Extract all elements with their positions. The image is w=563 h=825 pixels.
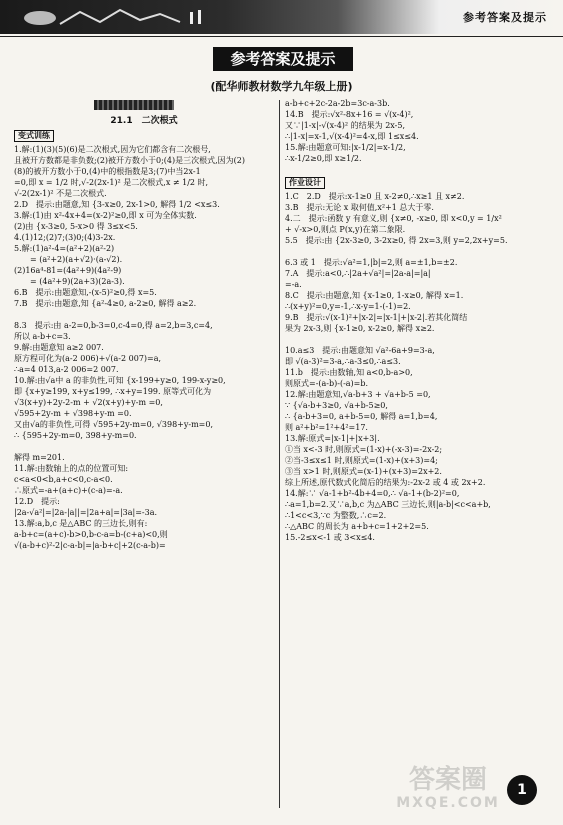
left_lines-line: √(a-b+c)²-2|c-a-b|=|a-b+c|+2(c-a-b)= <box>14 541 166 550</box>
right-answer-lines-top <box>285 98 551 175</box>
right-column <box>285 98 551 543</box>
right_lines-line: 13.解:原式=|x-1|+|x+3|. <box>285 434 380 443</box>
right_lines-line: ∵ {√a-b+3≥0, √a+b-5≥0, <box>285 401 388 410</box>
right_lines-line <box>285 246 551 257</box>
right_lines-line: 即 √(a-3)²=3-a,∴a-3≤0,∴a≤3. <box>285 357 401 366</box>
left_lines-line: (2)由 {x-3≥0, 5-x>0 得 3≤x<5. <box>14 222 138 231</box>
column-divider <box>279 100 280 808</box>
section-decor-bar <box>94 100 174 110</box>
right_lines-line: ∴ {a-b+3=0, a+b-5=0, 解得 a=1,b=4, <box>285 412 438 421</box>
right_lines-line <box>285 334 551 345</box>
left_lines-line: 原方程可化为(a-2 006)+√(a-2 007)=a, <box>14 354 162 363</box>
left-answer-lines <box>14 144 274 551</box>
running-title: 参考答案及提示 <box>463 11 547 24</box>
right_lines-line: ∴x-1/2≥0,即 x≥1/2. <box>285 154 362 163</box>
left_lines-line: 5.解:(1)a²-4=(a²+2)(a²-2) <box>14 244 115 253</box>
left_lines-line: 即 {x+y≥199, x+y≤199, ∴x+y=199. 原等式可化为 <box>14 387 212 396</box>
right_lines-line: 10.a≤3 提示:由题意知 √a²-6a+9=3-a, <box>285 346 435 355</box>
left_lines-line: ∴原式=-a+(a+c)+(c-a)=-a. <box>14 486 123 495</box>
right_lines-line: 9.B 提示:√(x-1)²+|x-2|=|x-1|+|x-2|.若其化简结 <box>285 313 468 322</box>
right_lines-line: 11.b 提示:由数轴,知 a<0,b-a>0, <box>285 368 413 377</box>
watermark-en: MXQE.COM <box>396 795 500 811</box>
right_lines-line: a-b+c+2c-2a-2b=3c-a-3b. <box>285 99 390 108</box>
right_lines-line: ∴△ABC 的周长为 a+b+c=1+2+2=5. <box>285 522 429 531</box>
right_lines-line: 果为 2x-3,则 {x-1≥0, x-2≥0, 解得 x≥2. <box>285 324 435 333</box>
left_lines-line: ∴a=4 013,a-2 006=2 007. <box>14 365 119 374</box>
right_lines-line: 7.A 提示:a<0,∴|2a+√a²|=|2a-a|=|a| <box>285 269 431 278</box>
left_lines-line: 8.3 提示:由 a-2=0,b-3=0,c-4=0,得 a=2,b=3,c=4, <box>14 321 213 330</box>
left_lines-line: = (a²+2)(a+√2)·(a-√2). <box>14 255 123 264</box>
left_lines-line: 所以 a-b+c=3. <box>14 332 71 341</box>
left_lines-line: 解得 m=201. <box>14 453 65 462</box>
drill-tag: 变式训练 <box>14 130 54 142</box>
right_lines-line: 15.-2≤x<-1 或 3<x≤4. <box>285 533 375 542</box>
header-rule <box>0 36 563 37</box>
left_lines-line: ∴ {595+2y-m=0, 398+y-m=0. <box>14 431 137 440</box>
right_lines-line: 12.解:由题意知,√a-b+3 + √a+b-5 =0, <box>285 390 431 399</box>
left_lines-line: 12.D 提示: <box>14 497 60 506</box>
left_lines-line: 6.B 提示:由题意知,-(x-5)²≥0,得 x=5. <box>14 288 157 297</box>
page-number: 1 <box>507 775 537 805</box>
left_lines-line: 13.解:a,b,c 是△ABC 的三边长,则有: <box>14 519 148 528</box>
left_lines-line: (8)的被开方数小于0,(4)中的根指数是3;(7)中当2x-1 <box>14 167 201 176</box>
left_lines-line: (2)16a⁴-81=(4a²+9)(4a²-9) <box>14 266 122 275</box>
left_lines-line <box>14 309 274 320</box>
right_lines-line: 则原式=-(a-b)-(-a)=b. <box>285 379 369 388</box>
right_lines-line: 14.B 提示:√x²-8x+16 = √(x-4)², <box>285 110 414 119</box>
left_lines-line: a-b+c=(a+c)-b>0,b-c-a=b-(c+a)<0,则 <box>14 530 168 539</box>
right_lines-line: ∴1<c<3,∵c 为整数,∴c=2. <box>285 511 387 520</box>
homework-tag: 作业设计 <box>285 177 325 189</box>
right_lines-line: ∴|1-x|=x-1,√(x-4)²=4-x,即 1≤x≤4. <box>285 132 419 141</box>
right_lines-line: 15.解:由题意可知:|x-1/2|=x-1/2, <box>285 143 406 152</box>
left_lines-line: 10.解:由√a中 a 的非负性,可知 {x-199+y≥0, 199-x-y≥0, <box>14 376 226 385</box>
left_lines-line: 2.D 提示:由题意,知 {3-x≥0, 2x-1>0, 解得 1/2 <x≤3. <box>14 200 220 209</box>
right_lines-line: ①当 x<-3 时,则原式=(1-x)+(-x-3)=-2x-2; <box>285 445 443 454</box>
right_lines-line: 1.C 2.D 提示:x-1≥0 且 x-2≠0,∴x≥1 且 x≠2. <box>285 192 465 201</box>
right_lines-line: ∴a=1,b=2.又∵a,b,c 为△ABC 三边长,则|a-b|<c<a+b, <box>285 500 491 509</box>
watermark-cn: 答案圈 <box>408 765 487 795</box>
right_lines-line: 5.5 提示:由 {2x-3≥0, 3-2x≥0, 得 2x=3,则 y=2,2x+y=5. <box>285 236 508 245</box>
left_lines-line <box>14 441 274 452</box>
right_lines-line: 8.C 提示:由题意,知 {x-1≥0, 1-x≥0, 解得 x=1. <box>285 291 464 300</box>
right-answer-lines-bottom <box>285 191 551 543</box>
right_lines-line: ②当-3≤x≤1 时,则原式=(1-x)+(x+3)=4; <box>285 456 438 465</box>
left_lines-line: √3(x+y)+2y-2-m + √2(x+y)+y-m =0, <box>14 398 163 407</box>
right_lines-line: 4.二 提示:函数 y 有意义,则 {x≠0, -x≥0, 即 x<0,y = 1/x² <box>285 214 502 223</box>
left_lines-line: 且被开方数都是非负数;(2)被开方数小于0;(4)是三次根式,因为(2) <box>14 156 246 165</box>
decorative-banner-art-icon <box>20 6 220 28</box>
left_lines-line: 9.解:由题意知 a≥2 007. <box>14 343 104 352</box>
left_lines-line: = (4a²+9)(2a+3)(2a-3). <box>14 277 125 286</box>
right_lines-line: 3.B 提示:无论 x 取何值,x²+1 总大于零. <box>285 203 434 212</box>
left_lines-line: 又由√a的非负性,可得 √595+2y-m=0, √398+y-m=0, <box>14 420 214 429</box>
left_lines-line: 4.(1)12;(2)7;(3)0;(4)3-2x. <box>14 233 116 242</box>
left_lines-line: |2a-√a²|=|2a-|a||=|2a+a|=|3a|=-3a. <box>14 508 158 517</box>
left-column <box>14 98 274 551</box>
left_lines-line: 7.B 提示:由题意,知 {a²-4≥0, a-2≥0, 解得 a≥2. <box>14 299 197 308</box>
left_lines-line: 11.解:由数轴上的点的位置可知: <box>14 464 129 473</box>
right_lines-line: ③当 x>1 时,则原式=(x-1)+(x+3)=2x+2. <box>285 467 442 476</box>
left_lines-line: c<a<0<b,a+c<0,c-a<0. <box>14 475 113 484</box>
left_lines-line: √-2(2x-1)² 不是二次根式. <box>14 189 107 198</box>
right_lines-line: 14.解:∵ √a-1+b²-4b+4=0,∴ √a-1+(b-2)²=0, <box>285 489 460 498</box>
right_lines-line <box>285 164 551 175</box>
left_lines-line: √595+2y-m + √398+y-m =0. <box>14 409 132 418</box>
left_lines-line: =0,即 x = 1/2 时,√-2(2x-1)² 是二次根式,x ≠ 1/2 时, <box>14 178 209 187</box>
page-subtitle: (配华师教材数学九年级上册) <box>210 80 353 93</box>
right_lines-line: =-a. <box>285 280 302 289</box>
page-title: 参考答案及提示 <box>213 47 353 71</box>
left_lines-line: 3.解:(1)由 x²-4x+4=(x-2)²≥0,即 x 可为全体实数. <box>14 211 197 220</box>
left_lines-line: 1.解:(1)(3)(5)(6)是二次根式,因为它们都含有二次根号, <box>14 145 211 154</box>
section-title: 21.1 二次根式 <box>110 116 178 126</box>
right_lines-line: 综上所述,原代数式化简后的结果为:-2x-2 或 4 或 2x+2. <box>285 478 486 487</box>
right_lines-line: 又∵|1-x|-√(x-4)² 的结果为 2x-5, <box>285 121 405 130</box>
right_lines-line: + √-x>0,则点 P(x,y)在第二象限. <box>285 225 406 234</box>
right_lines-line: 6.3 或 1 提示:√a²=1,|b|=2,则 a=±1,b=±2. <box>285 258 458 267</box>
right_lines-line: 则 a²+b²=1²+4²=17. <box>285 423 368 432</box>
watermark <box>373 765 523 821</box>
header-banner <box>0 0 563 34</box>
right_lines-line: ∴(x+y)²=0,y=-1,∴x-y=1-(-1)=2. <box>285 302 411 311</box>
